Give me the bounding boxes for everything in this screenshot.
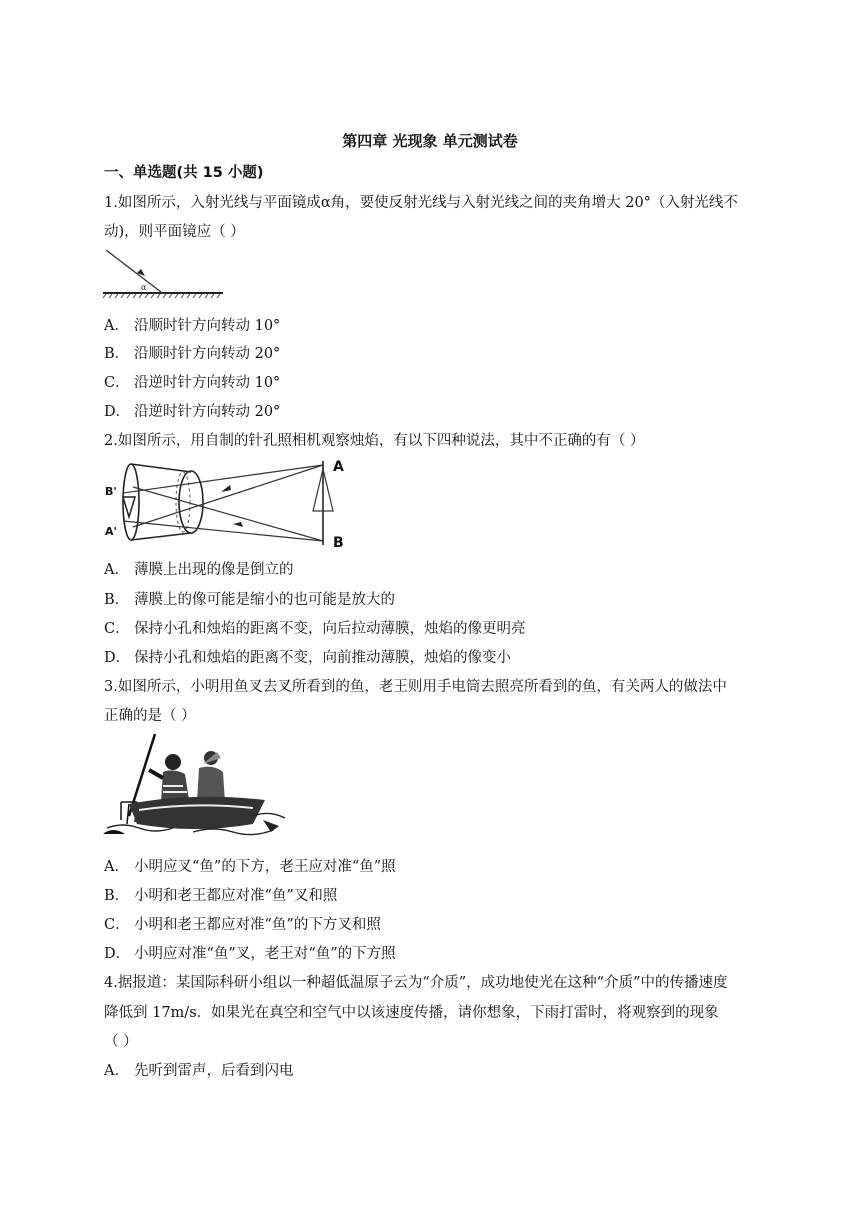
page-title: 第四章 光现象 单元测试卷 bbox=[342, 132, 518, 150]
section-heading: 一、单选题(共 15 小题) bbox=[104, 165, 264, 181]
q2-option-c[interactable]: C． 保持小孔和烛焰的距离不变，向后拉动薄膜，烛焰的像更明亮 bbox=[104, 621, 526, 637]
question-2-line-1: 2.如图所示，用自制的针孔照相机观察烛焰，有以下四种说法，其中不正确的有（ ） bbox=[104, 433, 645, 449]
question-4-line-1: 4.据报道：某国际科研小组以一种超低温原子云为“介质”，成功地使光在这种“介质”中的传播速度 bbox=[104, 975, 728, 991]
q3-option-b[interactable]: B． 小明和老王都应对准“鱼”叉和照 bbox=[104, 888, 338, 904]
q3-option-d[interactable]: D． 小明应对准“鱼”叉，老王对“鱼”的下方照 bbox=[104, 946, 396, 962]
question-4-line-3: （ ） bbox=[104, 1034, 138, 1050]
q1-option-b[interactable]: B． 沿顺时针方向转动 20° bbox=[104, 346, 281, 362]
label-a-prime: A' bbox=[105, 525, 117, 538]
pinhole-camera-figure bbox=[103, 455, 353, 550]
q3-option-c[interactable]: C． 小明和老王都应对准“鱼”的下方叉和照 bbox=[104, 917, 381, 933]
label-b: B bbox=[333, 535, 344, 550]
label-b-prime: B' bbox=[105, 485, 117, 498]
question-1-line-2: 动)，则平面镜应（ ） bbox=[104, 224, 245, 240]
q4-option-a[interactable]: A． 先听到雷声，后看到闪电 bbox=[104, 1063, 294, 1079]
mirror-reflection-figure bbox=[103, 248, 228, 300]
question-3-line-2: 正确的是（ ） bbox=[104, 708, 196, 724]
q1-option-c[interactable]: C． 沿逆时针方向转动 10° bbox=[104, 375, 281, 391]
q2-option-b[interactable]: B． 薄膜上的像可能是缩小的也可能是放大的 bbox=[104, 592, 395, 608]
q2-option-a[interactable]: A． 薄膜上出现的像是倒立的 bbox=[104, 562, 294, 578]
q2-option-d[interactable]: D． 保持小孔和烛焰的距离不变，向前推动薄膜，烛焰的像变小 bbox=[104, 650, 511, 666]
q1-option-a[interactable]: A． 沿顺时针方向转动 10° bbox=[104, 318, 281, 334]
alpha-angle-label: α bbox=[141, 283, 147, 292]
label-a: A bbox=[333, 459, 344, 475]
fishing-boat-illustration bbox=[103, 730, 288, 842]
question-4-line-2: 降低到 17m/s．如果光在真空和空气中以该速度传播，请你想象，下雨打雷时，将观察到的现象 bbox=[104, 1005, 719, 1021]
q1-option-d[interactable]: D． 沿逆时针方向转动 20° bbox=[104, 404, 281, 420]
question-3-line-1: 3.如图所示，小明用鱼叉去叉所看到的鱼，老王则用手电筒去照亮所看到的鱼，有关两人的做法中 bbox=[104, 679, 727, 695]
question-1-line-1: 1.如图所示，入射光线与平面镜成α角，要使反射光线与入射光线之间的夹角增大 20°（入射光线不 bbox=[104, 195, 738, 211]
q3-option-a[interactable]: A． 小明应叉“鱼”的下方，老王应对准“鱼”照 bbox=[104, 859, 396, 875]
